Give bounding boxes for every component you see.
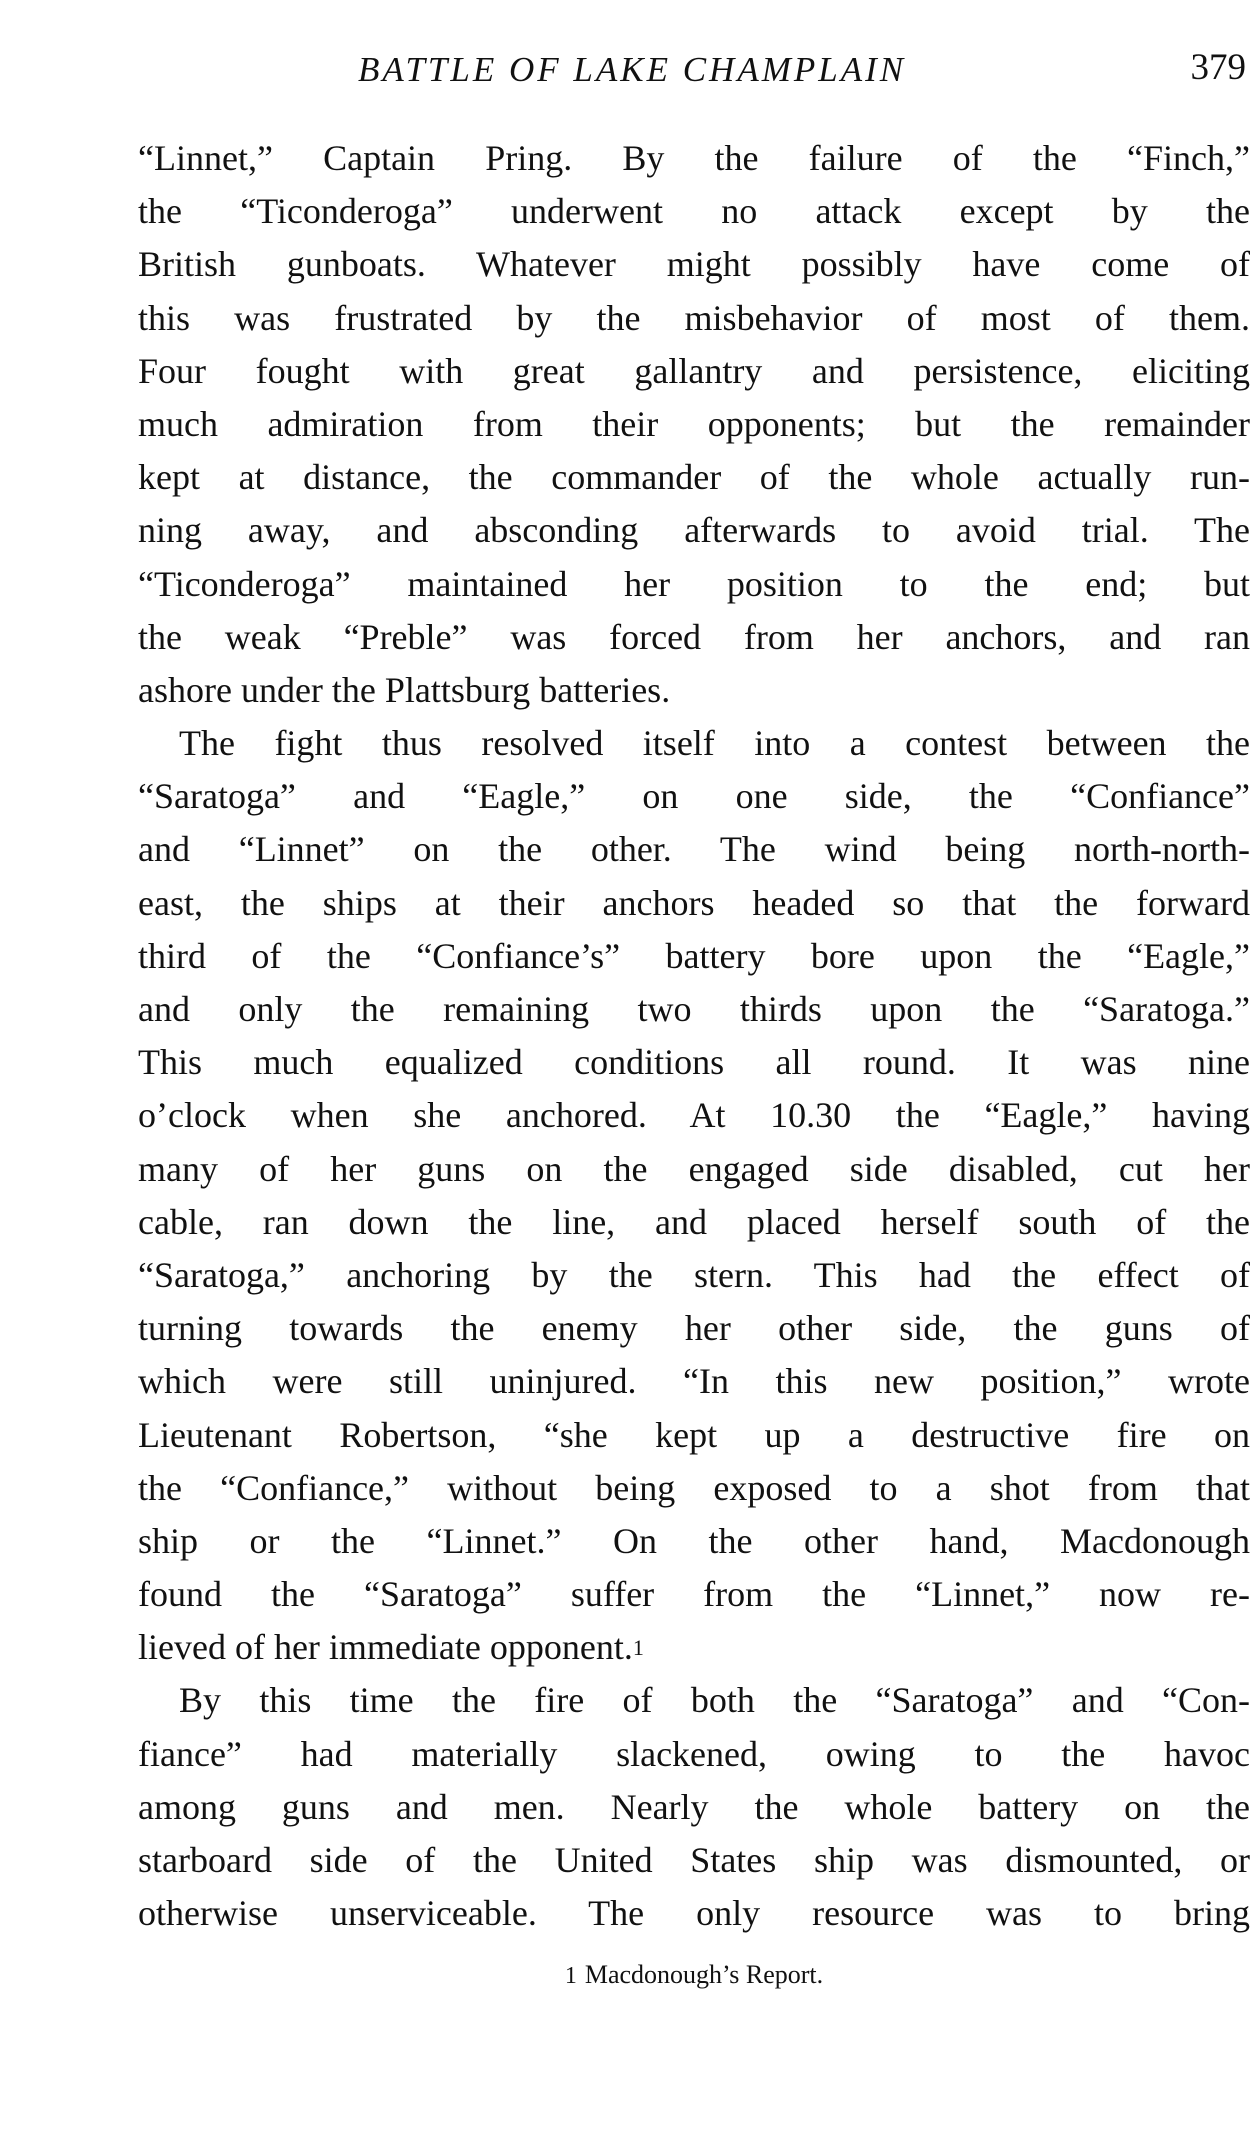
text-line: “Ticonderoga” maintained her position to the end; but bbox=[138, 563, 1250, 604]
text-line: third of the “Confiance’s” battery bore upon the “Eagle,” bbox=[138, 935, 1250, 976]
text-line: among guns and men. Nearly the whole battery on the bbox=[138, 1786, 1250, 1827]
text-line: ning away, and absconding afterwards to avoid trial. The bbox=[138, 510, 1250, 551]
footnote-text: Macdonough’s Report. bbox=[584, 1960, 824, 1989]
text-line: The fight thus resolved itself into a contest between the bbox=[179, 723, 1250, 764]
paragraph bbox=[138, 1674, 1250, 1940]
text-line: “Saratoga” and “Eagle,” on one side, the “Confiance” bbox=[138, 776, 1250, 817]
text-line: fiance” had materially slackened, owing to the havoc bbox=[138, 1733, 1250, 1774]
body-text bbox=[138, 132, 1250, 1940]
text-line: starboard side of the United States ship was dismounted, or bbox=[138, 1840, 1250, 1880]
text-line: this was frustrated by the misbehavior of most of them. bbox=[138, 297, 1250, 338]
text-line: Lieutenant Robertson, “she kept up a destructive fire on bbox=[138, 1414, 1250, 1455]
text-line: otherwise unserviceable. The only resource was to bring bbox=[138, 1893, 1250, 1934]
text-line: the weak “Preble” was forced from her anchors, and ran bbox=[138, 616, 1250, 657]
text-line: Four fought with great gallantry and persistence, eliciting bbox=[138, 350, 1250, 391]
text-line: This much equalized conditions all round. It was nine bbox=[138, 1042, 1250, 1083]
page-header bbox=[138, 40, 1250, 100]
text-line: which were still uninjured. “In this new position,” wrote bbox=[138, 1361, 1250, 1402]
running-title: BATTLE OF LAKE CHAMPLAIN bbox=[358, 50, 907, 89]
footnote bbox=[138, 1958, 1250, 1993]
text-line-with-footnote bbox=[138, 1621, 1250, 1674]
text-line: lieved of her immediate opponent. bbox=[138, 1627, 633, 1668]
footnote-reference: 1 bbox=[632, 1635, 644, 1661]
footnote-mark: 1 bbox=[564, 1963, 577, 1989]
text-line: found the “Saratoga” suffer from the “Linnet,” now re- bbox=[138, 1574, 1250, 1615]
text-line: cable, ran down the line, and placed herself south of the bbox=[138, 1201, 1250, 1242]
text-line: “Linnet,” Captain Pring. By the failure of the “Finch,” bbox=[138, 138, 1250, 178]
text-line: east, the ships at their anchors headed so that the forward bbox=[138, 882, 1250, 923]
text-line: “Saratoga,” anchoring by the stern. This had the effect of bbox=[138, 1254, 1250, 1295]
text-line: By this time the fire of both the “Saratoga” and “Con- bbox=[179, 1680, 1250, 1721]
paragraph bbox=[138, 132, 1250, 717]
text-line: o’clock when she anchored. At 10.30 the “Eagle,” having bbox=[138, 1095, 1250, 1136]
text-line: and only the remaining two thirds upon the “Saratoga.” bbox=[138, 989, 1250, 1029]
text-line: ashore under the Plattsburg batteries. bbox=[138, 669, 671, 710]
page-number: 379 bbox=[1190, 47, 1246, 88]
text-line: many of her guns on the engaged side disabled, cut her bbox=[138, 1148, 1250, 1189]
text-line: the “Ticonderoga” underwent no attack except by the bbox=[138, 191, 1250, 232]
text-line: much admiration from their opponents; but the remainder bbox=[138, 403, 1250, 444]
paragraph bbox=[138, 717, 1250, 1674]
text-line: ship or the “Linnet.” On the other hand, Macdonough bbox=[138, 1520, 1250, 1561]
text-line: British gunboats. Whatever might possibly have come of bbox=[138, 244, 1250, 285]
text-line: turning towards the enemy her other side, the guns of bbox=[138, 1308, 1250, 1349]
text-line: and “Linnet” on the other. The wind being north-north- bbox=[138, 829, 1250, 870]
text-line: kept at distance, the commander of the whole actually run- bbox=[138, 457, 1250, 498]
text-line: the “Confiance,” without being exposed to a shot from that bbox=[138, 1467, 1250, 1508]
